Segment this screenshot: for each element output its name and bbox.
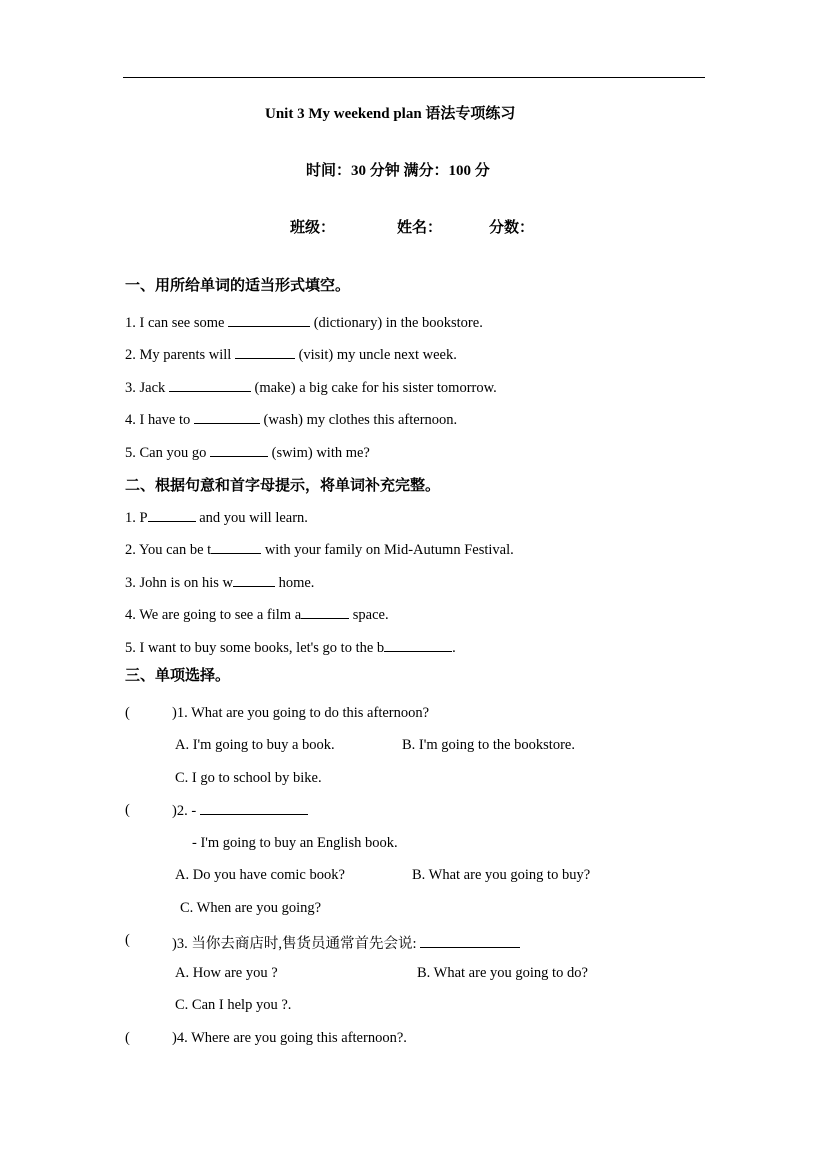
s3-q2-blank[interactable] xyxy=(200,802,308,815)
s1-question-2 xyxy=(125,346,457,364)
s3-q1-option-b[interactable]: B. I'm going to the bookstore. xyxy=(402,737,575,753)
s2-q4-text-b: space. xyxy=(352,607,389,623)
s2-q1-blank[interactable] xyxy=(148,509,196,522)
s1-q3-blank[interactable] xyxy=(169,379,251,392)
s2-q3-text-a: 3. John is on his w xyxy=(125,575,233,591)
s3-q1-option-a[interactable]: A. I'm going to buy a book. xyxy=(175,737,335,753)
s3-q3-option-a[interactable]: A. How are you ? xyxy=(175,965,278,981)
s2-q5-text-b: . xyxy=(452,640,456,656)
s1-q2-text-b: (visit) my uncle next week. xyxy=(298,347,457,363)
s2-q4-blank[interactable] xyxy=(301,606,349,619)
s2-q2-blank[interactable] xyxy=(211,541,261,554)
name-label: 姓名： xyxy=(397,220,443,236)
s1-q5-blank[interactable] xyxy=(210,444,268,457)
section2-heading: 二、根据句意和首字母提示，将单词补充完整。 xyxy=(125,476,441,494)
s3-q4-paren: ( xyxy=(125,1030,130,1046)
class-label: 班级： xyxy=(290,220,336,236)
s3-q2-option-a[interactable]: A. Do you have comic book? xyxy=(175,867,345,883)
s1-q5-text-b: (swim) with me? xyxy=(271,445,370,461)
s1-q1-text-a: 1. I can see some xyxy=(125,315,225,331)
s1-q5-text-a: 5. Can you go xyxy=(125,445,207,461)
s1-q4-text-a: 4. I have to xyxy=(125,412,191,428)
s1-q1-text-b: (dictionary) in the bookstore. xyxy=(313,315,483,331)
s2-q4-text-a: 4. We are going to see a film a xyxy=(125,607,302,623)
s1-question-5 xyxy=(125,444,370,462)
section3-heading: 三、单项选择。 xyxy=(125,666,231,684)
page-title: Unit 3 My weekend plan 语法专项练习 xyxy=(265,106,516,122)
s2-q2-text-a: 2. You can be t xyxy=(125,542,212,558)
s3-q3-option-c[interactable]: C. Can I help you ?. xyxy=(175,997,292,1013)
score-label: 分数： xyxy=(489,220,535,236)
s2-q1-text-a: 1. P xyxy=(125,510,148,526)
s2-q2-text-b: with your family on Mid-Autumn Festival. xyxy=(264,542,514,558)
s2-question-3 xyxy=(125,574,314,592)
time-and-score-line: 时间：30 分钟 满分：100 分 xyxy=(306,163,490,179)
s2-question-2 xyxy=(125,541,514,559)
s3-q2-option-b[interactable]: B. What are you going to buy? xyxy=(412,867,591,883)
s3-q1-paren: ( xyxy=(125,705,130,721)
s3-q3-option-b[interactable]: B. What are you going to do? xyxy=(417,965,588,981)
s2-q1-text-b: and you will learn. xyxy=(199,510,308,526)
s2-q3-text-b: home. xyxy=(278,575,315,591)
s2-q3-blank[interactable] xyxy=(233,574,275,587)
s3-q2-paren: ( xyxy=(125,802,130,818)
s1-q2-blank[interactable] xyxy=(235,346,295,359)
s2-question-1 xyxy=(125,509,308,527)
s2-q5-blank[interactable] xyxy=(384,639,452,652)
s1-question-1 xyxy=(125,314,483,332)
s1-q4-blank[interactable] xyxy=(194,411,260,424)
s2-question-5 xyxy=(125,639,456,657)
s2-q5-text-a: 5. I want to buy some books, let's go to the b xyxy=(125,640,385,656)
s1-question-3 xyxy=(125,379,497,397)
s3-q2-response: - I'm going to buy an English book. xyxy=(192,835,398,851)
s1-q3-text-b: (make) a big cake for his sister tomorrow. xyxy=(254,380,497,396)
section1-heading: 一、用所给单词的适当形式填空。 xyxy=(125,276,351,294)
s3-q3-paren: ( xyxy=(125,932,130,948)
s2-question-4 xyxy=(125,606,389,624)
s3-q3-stem xyxy=(172,932,520,953)
s3-q3-blank[interactable] xyxy=(420,935,520,948)
s1-question-4 xyxy=(125,411,457,429)
s3-q2-option-c[interactable]: C. When are you going? xyxy=(180,900,322,916)
s3-q2-stem xyxy=(172,802,308,820)
s3-q4-stem: )4. Where are you going this afternoon?. xyxy=(172,1030,407,1046)
s1-q2-text-a: 2. My parents will xyxy=(125,347,232,363)
s1-q3-text-a: 3. Jack xyxy=(125,380,166,396)
top-rule xyxy=(123,77,705,78)
s1-q1-blank[interactable] xyxy=(228,314,310,327)
s3-q3-stem-text: )3. 当你去商店时,售货员通常首先会说: xyxy=(172,936,417,952)
s1-q4-text-b: (wash) my clothes this afternoon. xyxy=(263,412,458,428)
s3-q2-stem-text: )2. - xyxy=(172,803,197,819)
s3-q1-option-c[interactable]: C. I go to school by bike. xyxy=(175,770,322,786)
s3-q1-stem: )1. What are you going to do this afternoon? xyxy=(172,705,430,721)
